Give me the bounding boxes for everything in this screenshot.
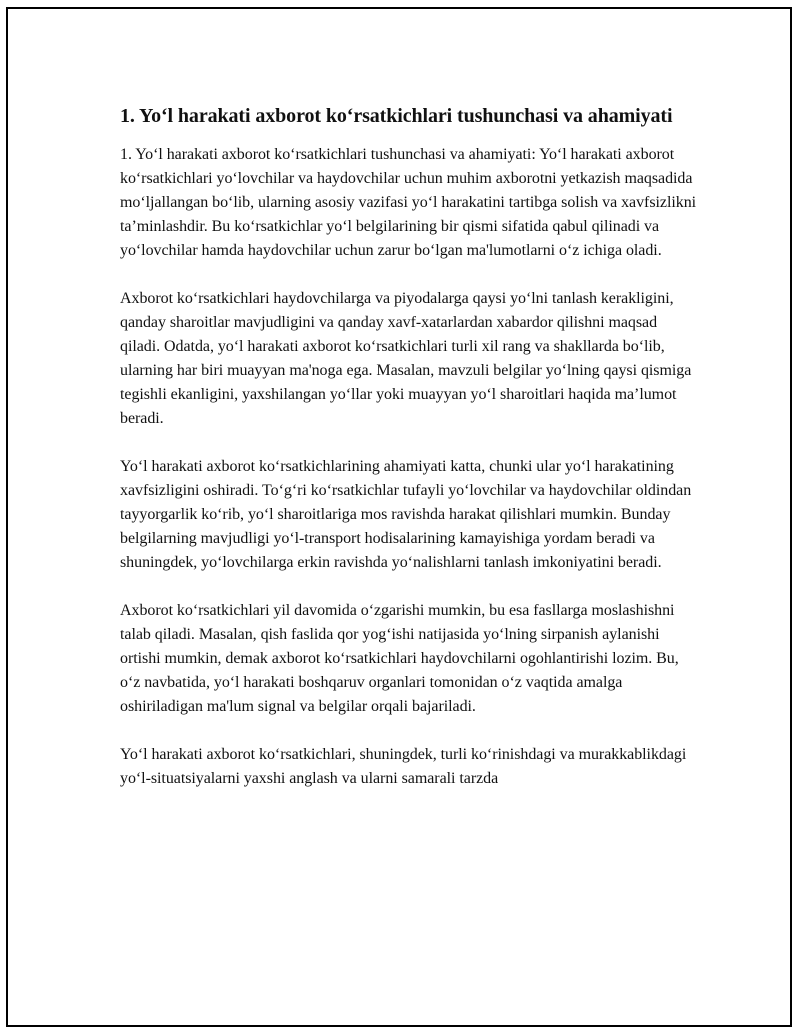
paragraph-4: Axborot ko‘rsatkichlari yil davomida o‘zgarishi mumkin, bu esa fasllarga moslashishni talab qiladi. Masalan, qish faslida qor yog‘ishi natijasida yo‘lning sirpanish aylanishi ortishi mumkin, demak axborot ko‘rsatkichlari haydovchilarni ogohlantirishi lozim. Bu, o‘z navbatida, yo‘l harakati boshqaruv organlari tomonidan o‘z vaqtida amalga oshiriladigan ma'lum signal va belgilar orqali bajariladi.: [120, 602, 679, 715]
section-heading: 1. Yo‘l harakati axborot ko‘rsatkichlari tushunchasi va ahamiyati: [120, 105, 673, 127]
paragraph-5: Yo‘l harakati axborot ko‘rsatkichlari, shuningdek, turli ko‘rinishdagi va murakkablikdagi yo‘l-situatsiyalarni yaxshi anglash va ularni samarali tarzda: [120, 746, 687, 787]
page-frame: [6, 7, 792, 1027]
document-body: [120, 101, 700, 815]
paragraph-1: 1. Yo‘l harakati axborot ko‘rsatkichlari tushunchasi va ahamiyati: Yo‘l harakati axborot ko‘rsatkichlari yo‘lovchilar va haydovchilar uchun muhim axborotni yetkazish maqsadida mo‘ljallangan bo‘lib, ularning asosiy vazifasi yo‘l harakatini tartibga solish va xavfsizlikni ta’minlashdir. Bu ko‘rsatkichlar yo‘l belgilarining bir qismi sifatida qabul qilinadi va yo‘lovchilar hamda haydovchilar uchun zarur bo‘lgan ma'lumotlarni o‘z ichiga oladi.: [120, 146, 697, 259]
paragraph-3: Yo‘l harakati axborot ko‘rsatkichlarining ahamiyati katta, chunki ular yo‘l harakatining xavfsizligini oshiradi. To‘g‘ri ko‘rsatkichlar tufayli yo‘lovchilar va haydovchilar oldindan tayyorgarlik ko‘rib, yo‘l sharoitlariga mos ravishda harakat qilishlari mumkin. Bunday belgilarning mavjudligi yo‘l-transport hodisalarining kamayishiga yordam beradi va shuningdek, yo‘lovchilarga erkin ravishda yo‘nalishlarni tanlash imkoniyatini beradi.: [120, 458, 692, 571]
paragraph-2: Axborot ko‘rsatkichlari haydovchilarga va piyodalarga qaysi yo‘lni tanlash kerakligini, qanday sharoitlar mavjudligini va qanday xavf-xatarlardan xabardor qilishni maqsad qiladi. Odatda, yo‘l harakati axborot ko‘rsatkichlari turli xil rang va shakllarda bo‘lib, ularning har biri muayyan ma'noga ega. Masalan, mavzuli belgilar yo‘lning qaysi qismiga tegishli ekanligini, yaxshilangan yo‘llar yoki muayyan yo‘l sharoitlari haqida ma’lumot beradi.: [120, 290, 692, 427]
